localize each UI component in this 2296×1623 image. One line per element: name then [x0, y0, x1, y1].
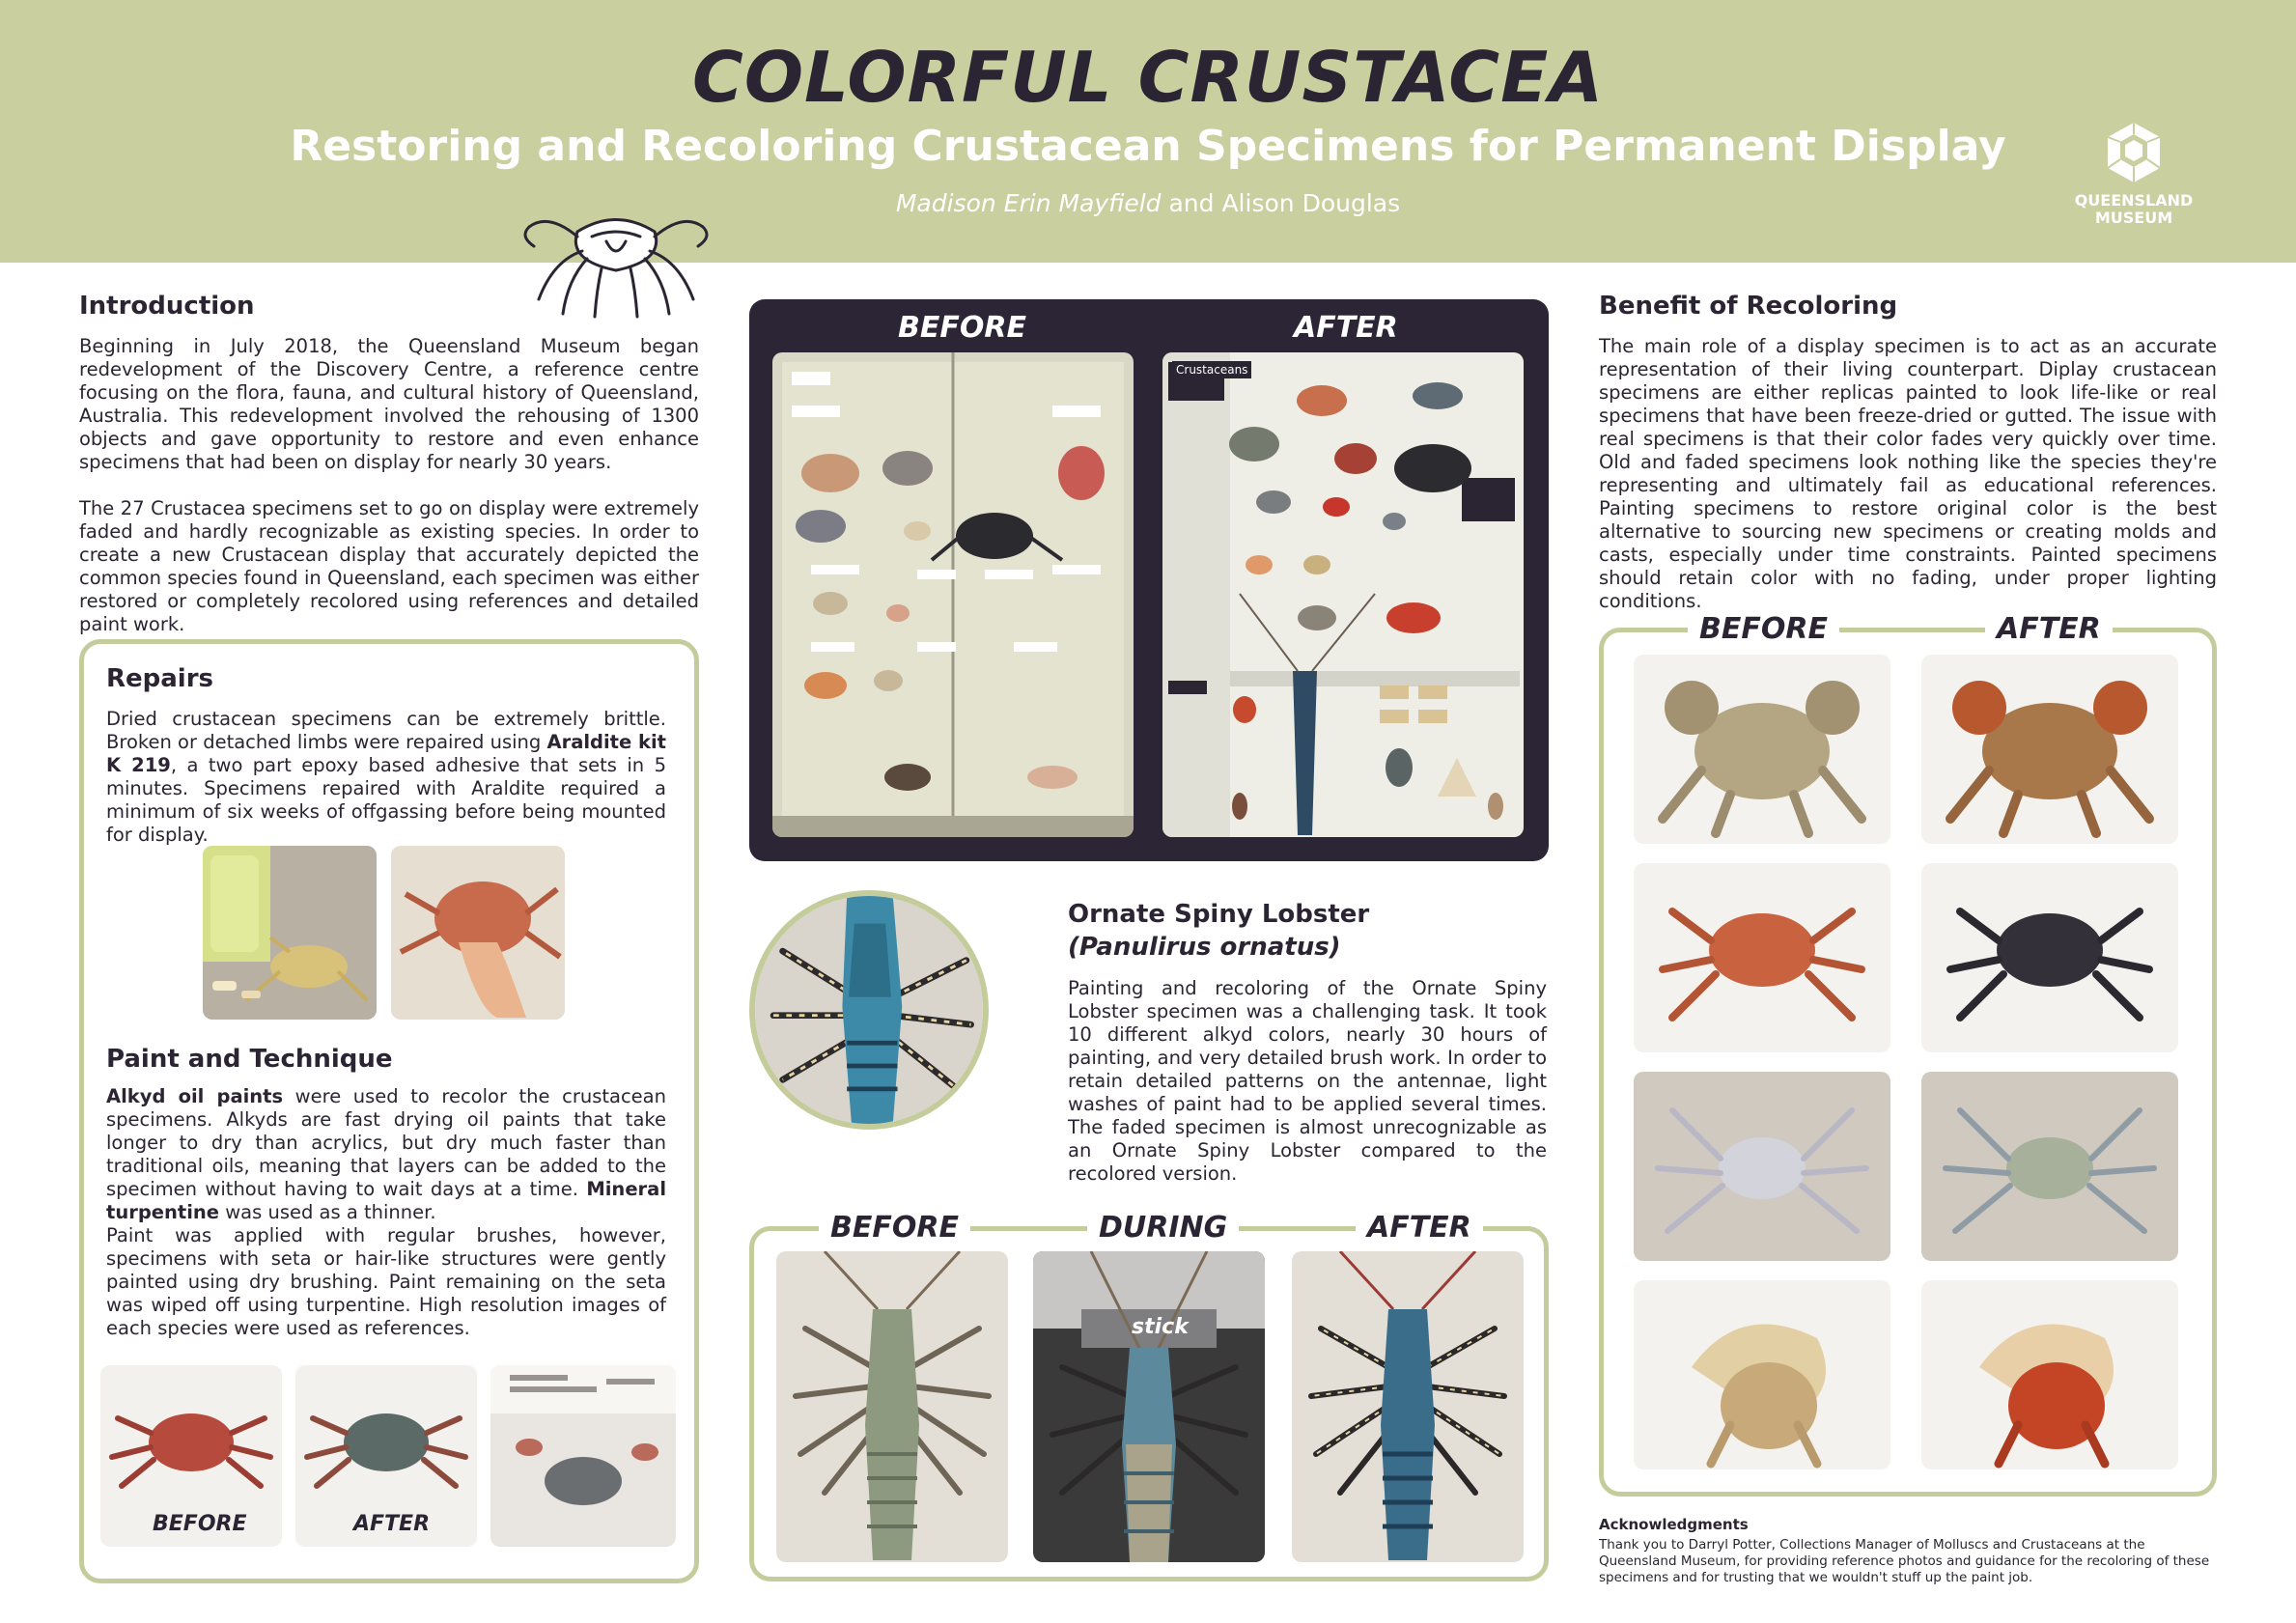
display-after-label: AFTER	[1294, 311, 1398, 345]
acknowledgments-paragraph: Thank you to Darryl Potter, Collections Manager of Molluscs and Crustaceans at the Queensland Museum, for providing reference photos and guidance for the recoloring of these specimens and for trusting that we wouldn't stuff up the paint job.	[1599, 1537, 2210, 1585]
hermit-crab-after-photo	[1921, 1280, 2178, 1469]
repairs-text-a: Dried crustacean specimens can be extremely brittle. Broken or detached limbs were repaired using	[106, 708, 666, 753]
repairs-bold: Araldite kit K 219	[106, 731, 666, 776]
red-crab-before-photo	[1634, 863, 1890, 1052]
lobster-before-photo	[776, 1251, 1008, 1562]
poster-title: COLORFUL CRUSTACEA	[692, 37, 1604, 118]
repairs-paragraph	[106, 708, 666, 847]
display-before-label: BEFORE	[898, 311, 1026, 345]
crab-illustration-icon	[510, 193, 722, 319]
lobster-after-photo	[1292, 1251, 1524, 1562]
paint-heading: Paint and Technique	[106, 1045, 393, 1074]
paint-paragraph-2: Paint was applied with regular brushes, however, specimens with seta or hair-like structures were gently painted using dry brushing. Paint remaining on the seta was wiped off using turpentine. High resolution images of each species were used as references.	[106, 1224, 666, 1339]
lobster-heading: Ornate Spiny Lobster	[1068, 900, 1370, 929]
museum-logo	[2066, 121, 2201, 227]
benefit-before-label: BEFORE	[1688, 612, 1839, 646]
ghost-crab-after-photo	[1921, 1072, 2178, 1261]
repairs-heading: Repairs	[106, 664, 214, 693]
repairs-text-b: , a two part epoxy based adhesive that sets in 5 minutes. Specimens repaired with Araldite required a minimum of six weeks of offgassing before being mounted for display.	[106, 754, 666, 846]
spiny-crab-before-photo	[1634, 655, 1890, 844]
lobster-before-label: BEFORE	[819, 1211, 970, 1245]
paint-paragraph-1	[106, 1085, 666, 1224]
repair-photo-crab-hand	[391, 846, 565, 1020]
spiny-crab-after-photo	[1921, 655, 2178, 844]
museum-logo-icon	[2102, 121, 2166, 184]
paint-bold-2: Mineral turpentine	[106, 1178, 666, 1223]
paint-after-label: AFTER	[353, 1512, 431, 1536]
lobster-scientific-name: (Panulirus ornatus)	[1068, 933, 1341, 962]
logo-text-2: MUSEUM	[2094, 209, 2173, 227]
display-after-photo	[1162, 352, 1524, 837]
benefit-after-label: AFTER	[1985, 612, 2113, 646]
introduction-paragraph-2: The 27 Crustacea specimens set to go on display were extremely faded and hardly recognizable as existing species. In order to create a new Crustacean display that accurately depicted the common species found in Queensland, each specimen was either restored or completely recolored using references and detailed paint work.	[79, 497, 699, 635]
dark-crab-after-photo	[1921, 863, 2178, 1052]
lobster-paragraph: Painting and recoloring of the Ornate Spiny Lobster specimen was a challenging task. It took 10 different alkyd colors, nearly 30 hours of painting, and very detailed brush work. In order to retain detailed patterns on the antennae, light washes of paint had to be applied several times. The faded specimen is almost unrecognizable as an Ornate Spiny Lobster compared to the recolored version.	[1068, 977, 1547, 1185]
introduction-heading: Introduction	[79, 292, 255, 321]
ghost-crab-before-photo	[1634, 1072, 1890, 1261]
paint-bold-1: Alkyd oil paints	[106, 1085, 284, 1107]
lobster-during-photo	[1033, 1251, 1265, 1562]
paint-reference-photo	[490, 1365, 676, 1547]
poster-subtitle: Restoring and Recoloring Crustacean Specimens for Permanent Display	[290, 122, 2006, 171]
lobster-during-label: DURING	[1087, 1211, 1239, 1245]
box-label-text: stick	[1132, 1315, 1189, 1339]
display-before-photo	[772, 352, 1134, 837]
paint-text-2: was used as a thinner.	[219, 1201, 436, 1223]
author-rest: and Alison Douglas	[1161, 189, 1401, 217]
paint-text-1: were used to recolor the crustacean specimens. Alkyds are fast drying oil paints that take longer to dry than acrylics, but dry much faster than traditional oils, meaning that layers can be added to the specimen without having to wait days at a time.	[106, 1085, 666, 1200]
lobster-circle-photo	[749, 890, 989, 1130]
lobster-after-label: AFTER	[1356, 1211, 1483, 1245]
paint-before-label: BEFORE	[153, 1512, 247, 1536]
hermit-crab-before-photo	[1634, 1280, 1890, 1469]
cabinet-title: Crustaceans	[1172, 361, 1251, 378]
repair-photo-epoxy	[203, 846, 377, 1020]
logo-text-1: QUEENSLAND	[2074, 191, 2194, 210]
benefit-heading: Benefit of Recoloring	[1599, 292, 1898, 321]
introduction-paragraph-1: Beginning in July 2018, the Queensland Museum began redevelopment of the Discovery Centre, a reference centre focusing on the flora, fauna, and cultural history of Queensland, Australia. This redevelopment involved the rehousing of 1300 objects and gave opportunity to restore and even enhance specimens that had been on display for nearly 30 years.	[79, 335, 699, 473]
author-primary: Madison Erin Mayfield	[895, 189, 1162, 217]
acknowledgments-heading: Acknowledgments	[1599, 1516, 1749, 1533]
benefit-paragraph: The main role of a display specimen is to act as an accurate representation of their living counterpart. Diplay crustacean specimens are either replicas painted to look life-like or real specimens that have been freeze-dried or gutted. The issue with real specimens is that their color fades very quickly over time. Old and faded specimens look nothing like the species they're representing and ultimately fail as educational references. Painting specimens to restore original color is the best alternative to sourcing new specimens or creating molds and casts, especially under time constraints. Painted specimens should retain color with no fading, under proper lighting conditions.	[1599, 335, 2217, 612]
authors	[0, 189, 2296, 217]
